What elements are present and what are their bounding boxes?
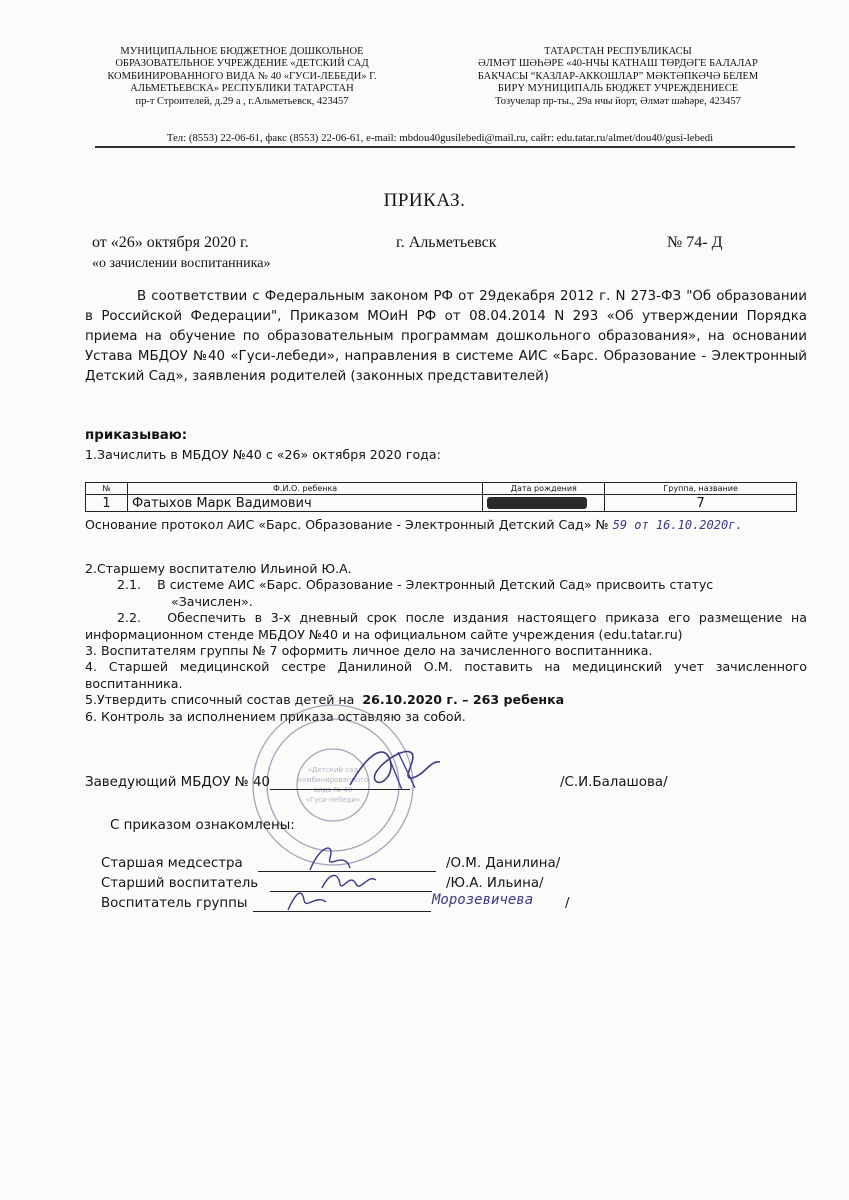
acquaint-row-teacher [101,896,248,911]
table-row [86,495,797,512]
teacher-handwritten-name: Морозевичева [432,892,534,908]
redaction-mark [487,497,587,509]
item-2-1-cont: «Зачислен». [171,593,253,609]
header-right-address: Тозучелар пр-ты., 29а нчы йорт, Әлмәт шәһәре, 423457 [495,95,741,107]
item-2-1-text: В системе АИС «Барс. Образование - Электронный Детский Сад» присвоить статус [157,577,714,593]
header-left-line: КОМБИНИРОВАННОГО ВИДА № 40 «ГУСИ-ЛЕБЕДИ» Г. [107,70,377,82]
basis-handwritten: 59 от 16.10.2020г. [612,518,743,532]
preamble-paragraph: В соответствии с Федеральным законом РФ от 29декабря 2012 г. N 273-ФЗ "Об образовании в Российской Федерации", Приказом МОиН РФ от 08.04.2014 N 293 «Об утверждении Порядка приема на обучение по образовательным программам дошкольного образования», на основании Устава МБДОУ №40 «Гуси-лебеди», направления в системе АИС «Барс. Образование - Электронный Детский Сад», заявления родителей (законных представителей) [85,289,807,384]
header-left-line: АЛЬМЕТЬЕВСКА» РЕСПУБЛИКИ ТАТАРСТАН [130,83,354,95]
header-divider [95,146,795,148]
item-3: 3. Воспитателям группы № 7 оформить личное дело на зачисленного воспитанника. [85,643,653,659]
acquaint-name: /Ю.А. Ильина/ [446,876,544,891]
order-number: № 74- Д [667,234,723,251]
table-header: Ф.И.О. ребенка [127,483,482,495]
order-word: приказываю: [85,428,188,443]
header-right-line: ТАТАРСТАН РЕСПУБЛИКАСЫ [544,46,692,57]
item-5-text: 5.Утвердить списочный состав детей на [85,692,355,708]
table-header-row [86,483,797,495]
teacher-signature-mark [282,884,332,918]
item-2-2-text: Обеспечить в 3-х дневный срок после издания настоящего приказа его размещение на информационном стенде МБДОУ №40 и на официальном сайте учреждения (edu.tatar.ru) [85,610,807,642]
header-left [92,46,392,108]
header-right-line: ӘЛМӘТ ШӘҺӘРЕ «40-НЧЫ КАТНАШ ТӨРДӘГЕ БАЛАЛАР [478,58,758,70]
enrollment-table [85,482,797,512]
acquaint-row-senior [101,876,258,891]
item-2-2 [85,610,807,643]
head-name: /С.И.Балашова/ [560,775,668,790]
stamp-text-line: «Детский сад [307,766,359,774]
header-contacts: Тел: (8553) 22-06-61, факс (8553) 22-06-61, e-mail: mbdou40gusilebedi@mail.ru, сайт: edu.tatar.ru/almet/dou40/gusi-lebedi [166,132,714,144]
item-4: 4. Старшей медицинской сестре Данилиной О.М. поставить на медицинский учет зачисленного воспитанника. [85,659,807,691]
acquaint-slash: / [565,896,570,911]
acquaint-role: Старшая медсестра [101,856,243,871]
acquaint-role: Старший воспитатель [101,876,259,891]
head-signature-mark [340,740,450,800]
header-right [458,46,778,108]
item-2-1 [85,577,807,610]
order-title: ПРИКАЗ. [383,190,466,211]
item-2: 2.Старшему воспитателю Ильиной Ю.А. [85,561,352,576]
order-city: г. Альметьевск [396,234,497,251]
header-left-line: МУНИЦИПАЛЬНОЕ БЮДЖЕТНОЕ ДОШКОЛЬНОЕ [120,46,364,57]
row-number: 1 [86,495,128,512]
order-subject: «о зачислении воспитанника» [92,256,271,271]
item-1: 1.Зачислить в МБДОУ №40 с «26» октября 2020 года: [85,447,441,462]
signature-line [253,898,431,912]
item-6: 6. Контроль за исполнением приказа оставляю за собой. [85,708,466,724]
item-2-2-number: 2.2. [117,610,142,626]
stamp-text-line: комбинированного [297,776,369,784]
basis-text: Основание протокол АИС «Барс. Образование - Электронный Детский Сад» № [85,517,609,532]
item-2-1-number: 2.1. [117,577,142,593]
child-name: Фатыхов Марк Вадимович [127,495,482,512]
order-date: от «26» октября 2020 г. [92,234,249,251]
header-left-line: ОБРАЗОВАТЕЛЬНОЕ УЧРЕЖДЕНИЕ «ДЕТСКИЙ САД [115,58,369,70]
header-right-line: БИРҮ МУНИЦИПАЛЬ БЮДЖЕТ УЧРЕЖДЕНИЕСЕ [497,83,739,95]
acquaint-row-nurse [101,856,243,871]
acquaint-role: Воспитатель группы [101,896,248,911]
birth-date-redacted [483,495,605,512]
order-items [85,561,807,725]
group-number: 7 [605,495,797,512]
header-left-address: пр-т Строителей, д.29 а , г.Альметьевск, 423457 [135,95,349,107]
table-header: Дата рождения [483,483,605,495]
table-header: Группа, название [605,483,797,495]
table-header: № [86,483,128,495]
item-5-date: 26.10.2020 г. – 263 ребенка [362,692,565,708]
acquainted-label: С приказом ознакомлены: [110,818,295,833]
acquaint-name: /О.М. Данилина/ [446,856,561,871]
stamp-text-line: вида № 40 [313,786,353,794]
header-right-line: БАКЧАСЫ “КАЗЛАР-АККОШЛАР” МӘКТӘПКӘЧӘ БЕЛЕМ [477,70,759,82]
head-title: Заведующий МБДОУ № 40 [85,775,271,790]
item-5 [85,692,807,708]
stamp-text-line: «Гуси-лебеди» [305,796,361,804]
basis-line [85,517,743,532]
